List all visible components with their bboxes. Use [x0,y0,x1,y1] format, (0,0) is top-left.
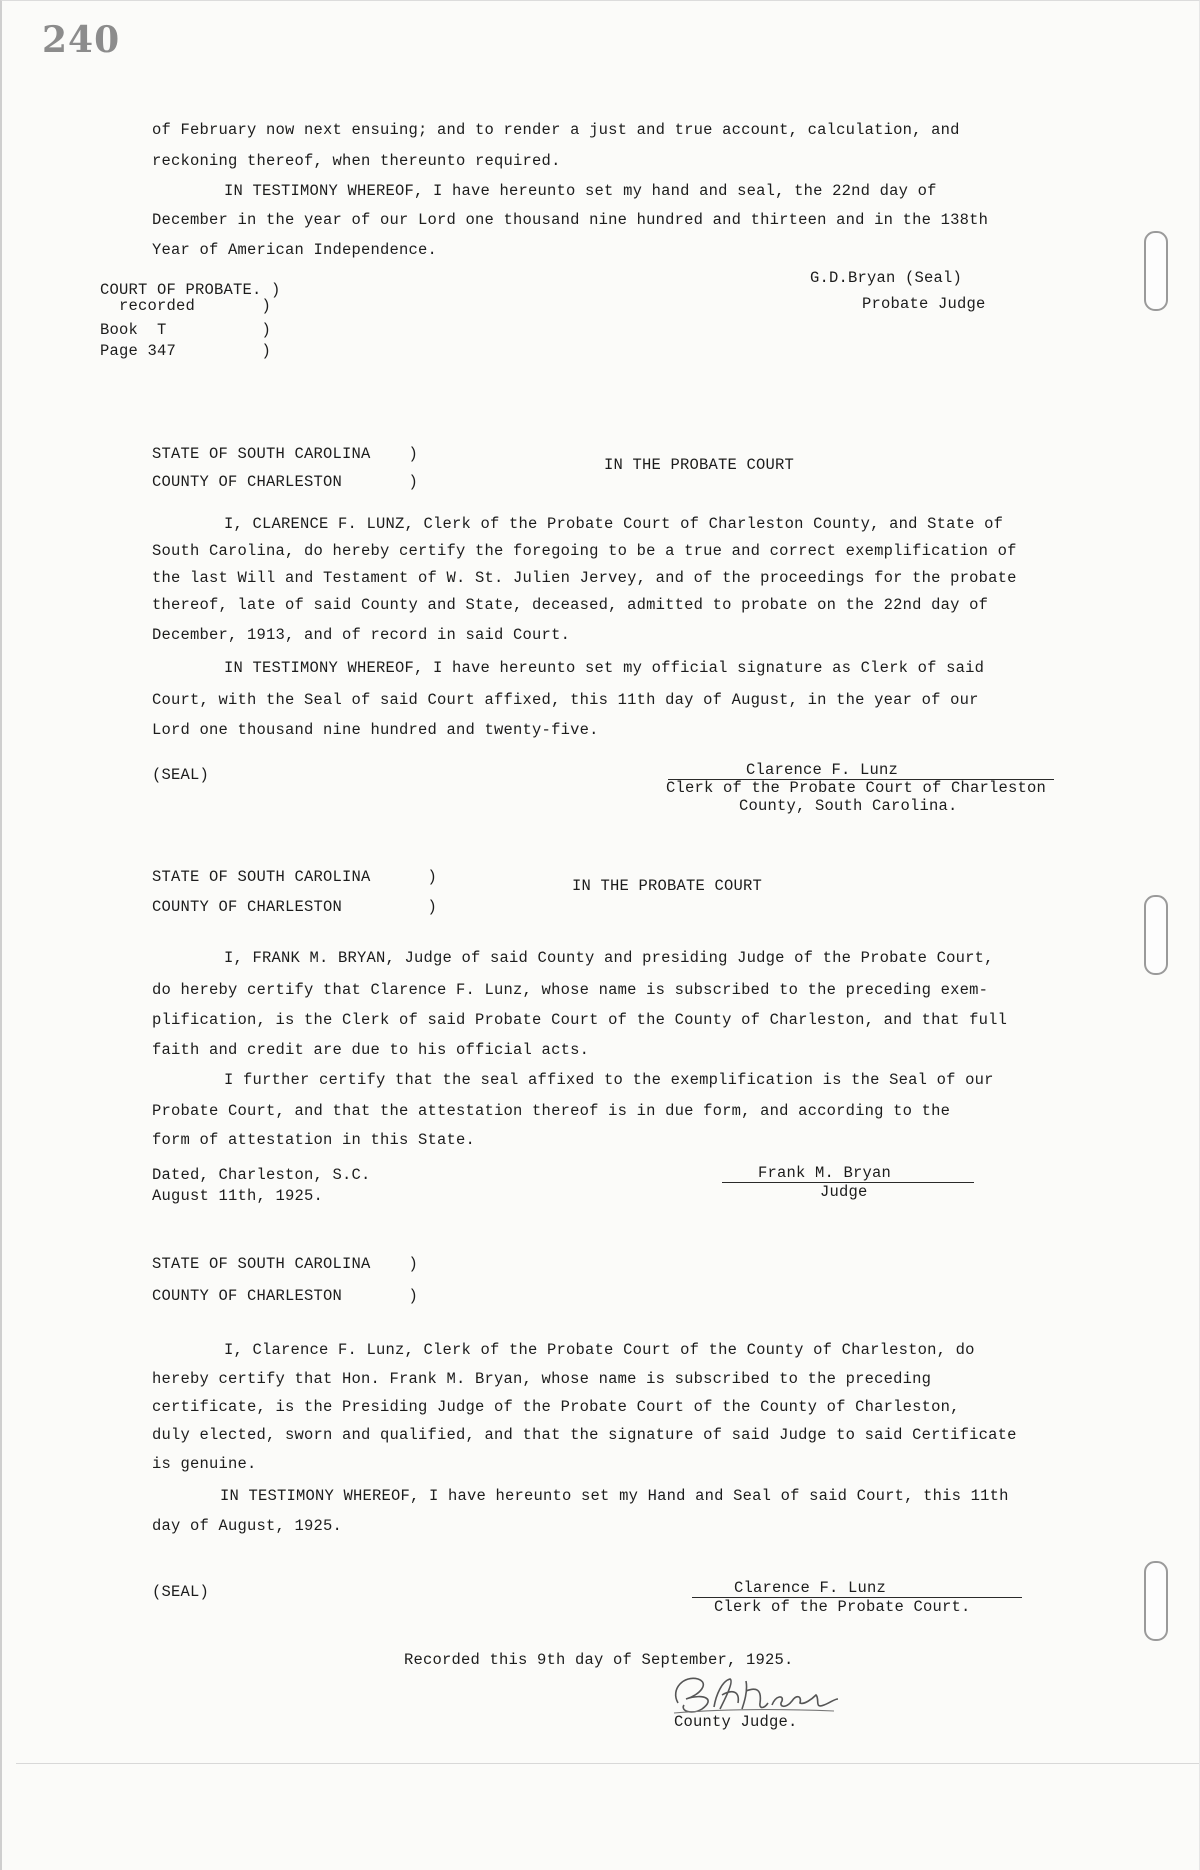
testimony-line: IN TESTIMONY WHEREOF, I have hereunto set my hand and seal, the 22nd day of [224,182,937,200]
court-caption: IN THE PROBATE COURT [572,877,763,895]
testimony-line: Lord one thousand nine hundred and twenty-five. [152,721,599,739]
state-caption: STATE OF SOUTH CAROLINA ) [152,1255,419,1273]
signature-title: Clerk of the Probate Court of Charleston [666,779,1047,797]
dated-line: Dated, Charleston, S.C. [152,1166,371,1184]
text-line: of February now next ensuing; and to render a just and true account, calculation, and [152,121,960,139]
body-line: certificate, is the Presiding Judge of the Probate Court of the County of Charleston, [152,1398,960,1416]
page-bottom-edge [16,1763,1199,1764]
body-line: is genuine. [152,1455,257,1473]
record-box-line: Book T ) [100,321,272,339]
body-line: December, 1913, and of record in said Court. [152,626,571,644]
signature-name: Frank M. Bryan [758,1164,892,1182]
signature-title: County, South Carolina. [739,797,958,815]
body-line: the last Will and Testament of W. St. Julien Jervey, and of the proceedings for the probate [152,569,1017,587]
seal-label: (SEAL) [152,1583,210,1601]
body-line: do hereby certify that Clarence F. Lunz, whose name is subscribed to the preceding exem- [152,981,989,999]
state-caption: STATE OF SOUTH CAROLINA ) [152,445,419,463]
signature-name: Clarence F. Lunz [746,761,899,779]
body-line: plification, is the Clerk of said Probate Court of the County of Charleston, and that full [152,1011,1008,1029]
testimony-line: day of August, 1925. [152,1517,343,1535]
body-line: I, Clarence F. Lunz, Clerk of the Probate Court of the County of Charleston, do [224,1341,975,1359]
body-line: duly elected, sworn and qualified, and that the signature of said Judge to said Certificate [152,1426,1017,1444]
testimony-line: Court, with the Seal of said Court affixed, this 11th day of August, in the year of our [152,691,979,709]
body-line: I, CLARENCE F. LUNZ, Clerk of the Probate Court of Charleston County, and State of [224,515,1004,533]
body-line: South Carolina, do hereby certify the foregoing to be a true and correct exemplification of [152,542,1017,560]
body-line: thereof, late of said County and State, deceased, admitted to probate on the 22nd day of [152,596,989,614]
further-line: form of attestation in this State. [152,1131,476,1149]
record-box-line: recorded ) [100,297,272,315]
dated-line: August 11th, 1925. [152,1187,324,1205]
page-number: 240 [42,19,121,61]
signature-name: G.D.Bryan (Seal) [810,269,963,287]
testimony-line: December in the year of our Lord one thousand nine hundred and thirteen and in the 138th [152,211,989,229]
recorded-line: Recorded this 9th day of September, 1925. [404,1651,794,1669]
binder-hole-middle [1144,895,1168,975]
signature-title: Judge [820,1183,868,1201]
text-line: reckoning thereof, when thereunto required. [152,152,561,170]
testimony-line: IN TESTIMONY WHEREOF, I have hereunto set my official signature as Clerk of said [224,659,985,677]
county-judge-title: County Judge. [674,1713,798,1731]
county-caption: COUNTY OF CHARLESTON ) [152,1287,419,1305]
court-caption: IN THE PROBATE COURT [604,456,795,474]
further-line: I further certify that the seal affixed to the exemplification is the Seal of our [224,1071,994,1089]
state-caption: STATE OF SOUTH CAROLINA ) [152,868,438,886]
record-box-line: COURT OF PROBATE. ) [100,281,281,299]
seal-label: (SEAL) [152,766,210,784]
further-line: Probate Court, and that the attestation thereof is in due form, and according to the [152,1102,951,1120]
body-line: I, FRANK M. BRYAN, Judge of said County and presiding Judge of the Probate Court, [224,949,994,967]
body-line: faith and credit are due to his official acts. [152,1041,590,1059]
binder-hole-top [1144,231,1168,311]
signature-name: Clarence F. Lunz [734,1579,887,1597]
signature-title: Clerk of the Probate Court. [714,1598,971,1616]
county-caption: COUNTY OF CHARLESTON ) [152,473,419,491]
body-line: hereby certify that Hon. Frank M. Bryan, whose name is subscribed to the preceding [152,1370,932,1388]
county-caption: COUNTY OF CHARLESTON ) [152,898,438,916]
signature-title: Probate Judge [862,295,986,313]
testimony-line: Year of American Independence. [152,241,438,259]
binder-hole-bottom [1144,1561,1168,1641]
record-box-line: Page 347 ) [100,342,272,360]
testimony-line: IN TESTIMONY WHEREOF, I have hereunto set my Hand and Seal of said Court, this 11th [220,1487,1009,1505]
